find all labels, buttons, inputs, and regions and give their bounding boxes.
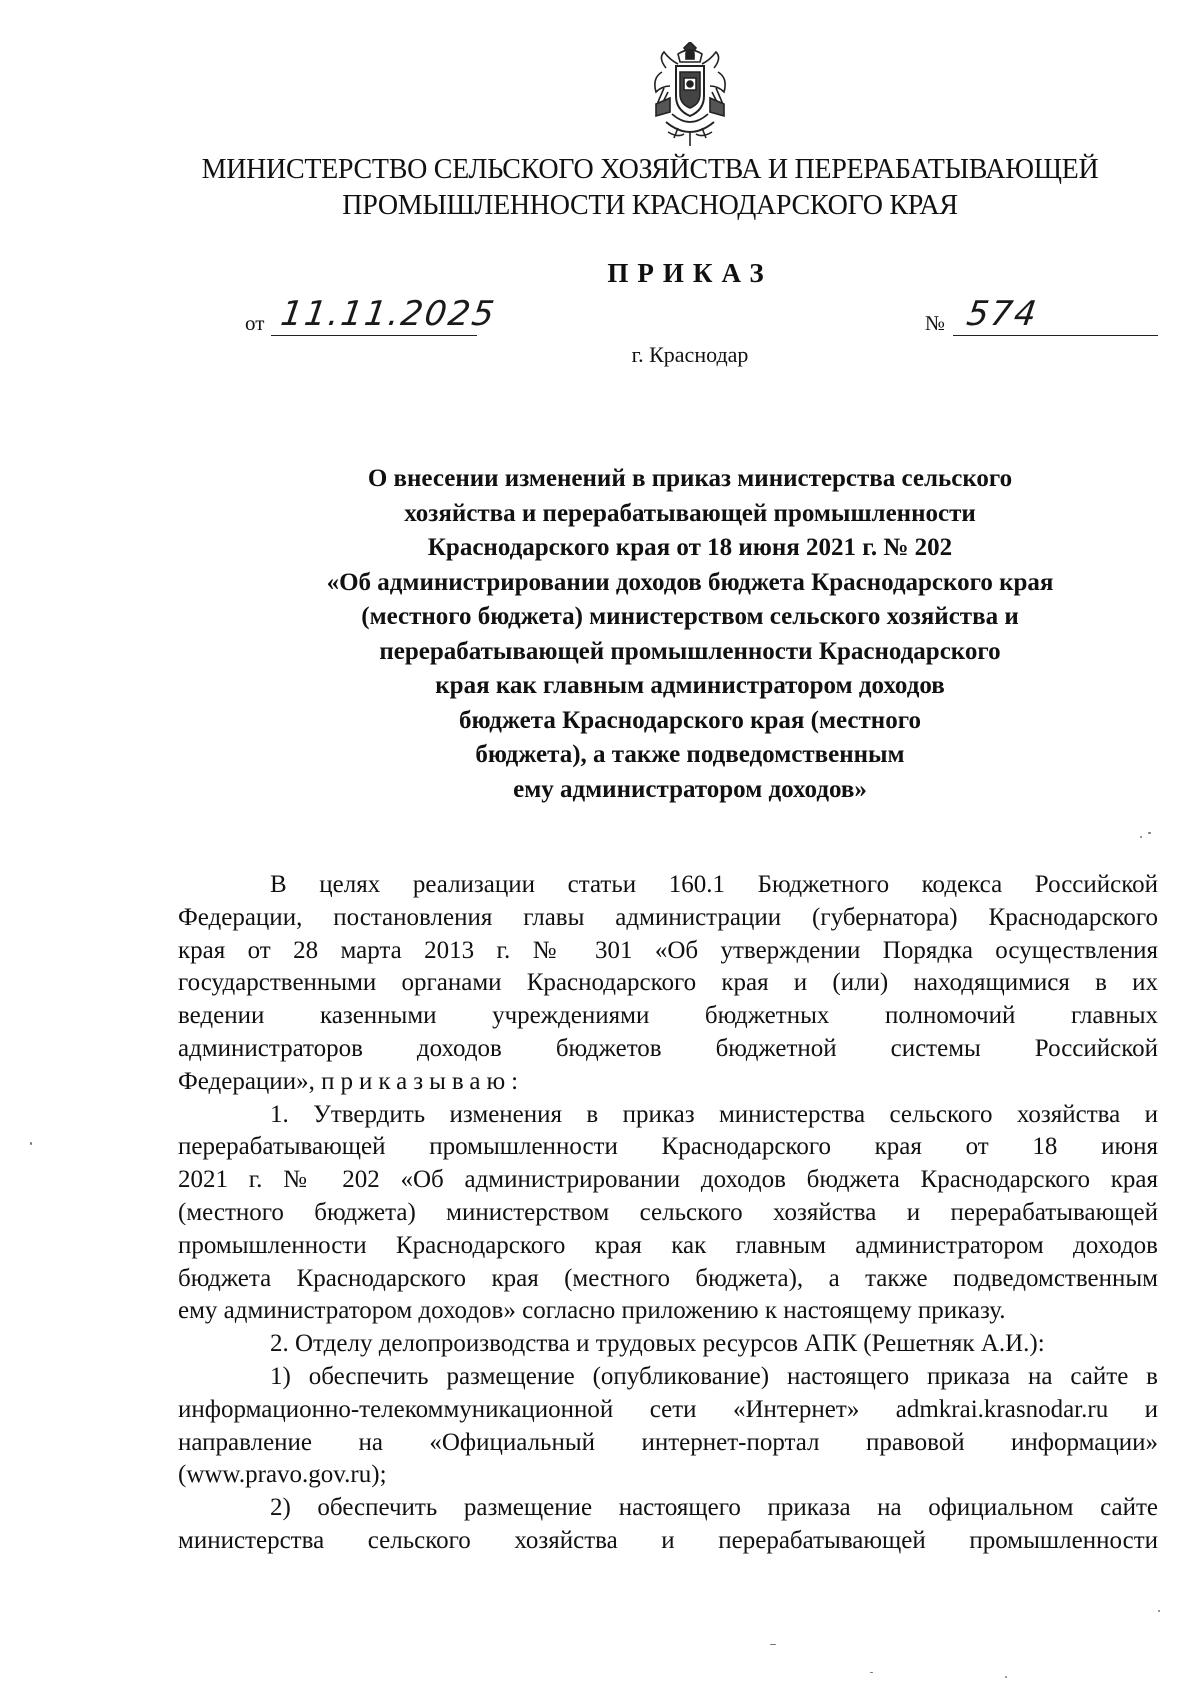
order-title xyxy=(200,462,1180,807)
coat-of-arms-emblem xyxy=(648,42,732,148)
body-line: (www.pravo.gov.ru); xyxy=(178,1461,387,1489)
subitem-2-paragraph xyxy=(178,1492,1158,1558)
preamble-end: Федерации», xyxy=(178,1067,315,1095)
body-line: ему администратором доходов» согласно приложению к настоящему приказу. xyxy=(178,1297,1006,1325)
ministry-name-line2: ПРОМЫШЛЕННОСТИ КРАСНОДАРСКОГО КРАЯ xyxy=(342,190,958,221)
order-body xyxy=(178,869,1158,1558)
title-line: перерабатывающей промышленности Краснодарского xyxy=(379,637,1001,665)
number-sign: № xyxy=(925,311,946,335)
body-line: перерабатывающей промышленности Краснодарского края от 18 июня xyxy=(178,1133,1158,1161)
body-line: Федерации, постановления главы администрации (губернатора) Краснодарского xyxy=(178,903,1158,931)
title-line: бюджета Краснодарского края (местного xyxy=(459,706,921,734)
title-line: хозяйства и перерабатывающей промышленности xyxy=(404,499,976,527)
handwritten-date: 11.11.2025 xyxy=(278,294,499,334)
body-line: государственными органами Краснодарского края и (или) находящимися в их xyxy=(178,969,1158,997)
body-line: (местного бюджета) министерством сельского хозяйства и перерабатывающей xyxy=(178,1198,1158,1226)
date-prefix: от xyxy=(245,311,265,335)
ministry-name-line1: МИНИСТЕРСТВО СЕЛЬСКОГО ХОЗЯЙСТВА И ПЕРЕРАБАТЫВАЮЩЕЙ xyxy=(201,154,1099,185)
body-line: В целях реализации статьи 160.1 Бюджетного кодекса Российской xyxy=(270,871,1158,898)
order-date-field xyxy=(245,294,499,340)
order-word: приказываю: xyxy=(321,1067,525,1095)
body-line: направление на «Официальный интернет-портал правовой информации» xyxy=(178,1428,1158,1456)
title-line: края как главным администратором доходов xyxy=(435,672,945,699)
body-line: края от 28 марта 2013 г. № 301 «Об утверждении Порядка осуществления xyxy=(178,936,1158,964)
ministry-name xyxy=(150,152,1150,224)
body-line: администраторов доходов бюджетов бюджетной системы Российской xyxy=(178,1034,1158,1062)
body-line: 2021 г. № 202 «Об администрировании доходов бюджета Краснодарского края xyxy=(178,1166,1158,1194)
body-line: бюджета Краснодарского края (местного бюджета), а также подведомственным xyxy=(178,1264,1158,1292)
handwritten-number: 574 xyxy=(964,294,1041,334)
body-line: промышленности Краснодарского края как главным администратором доходов xyxy=(178,1231,1158,1259)
date-underline xyxy=(271,335,477,336)
order-number-field xyxy=(925,296,1158,340)
preamble-paragraph xyxy=(178,869,1158,1099)
title-line: бюджета), а также подведомственным xyxy=(475,741,905,768)
title-line: Краснодарского края от 18 июня 2021 г. № 202 xyxy=(427,534,953,561)
title-line: (местного бюджета) министерством сельского хозяйства и xyxy=(361,603,1019,630)
item-1-paragraph xyxy=(178,1099,1158,1329)
subitem-1-paragraph xyxy=(178,1361,1158,1492)
title-line: «Об администрировании доходов бюджета Краснодарского края xyxy=(326,568,1054,596)
body-line: ведении казенными учреждениями бюджетных полномочий главных xyxy=(178,1002,1158,1030)
body-line: 1. Утвердить изменения в приказ министерства сельского хозяйства и xyxy=(270,1100,1158,1128)
document-type-heading: ПРИКАЗ xyxy=(607,258,773,288)
item-2-paragraph: 2. Отделу делопроизводства и трудовых ресурсов АПК (Решетняк А.И.): xyxy=(270,1330,1045,1358)
body-line: 1) обеспечить размещение (опубликование) настоящего приказа на сайте в xyxy=(270,1362,1158,1390)
body-line: информационно-телекоммуникационной сети «Интернет» admkrai.krasnodar.ru и xyxy=(178,1395,1158,1423)
title-line: О внесении изменений в приказ министерства сельского xyxy=(367,465,1013,492)
body-line: министерства сельского хозяйства и перерабатывающей промышленности xyxy=(178,1526,1158,1554)
body-line: 2) обеспечить размещение настоящего приказа на официальном сайте xyxy=(270,1494,1158,1522)
number-underline xyxy=(953,335,1158,336)
title-line: ему администратором доходов» xyxy=(513,775,867,803)
city-name: г. Краснодар xyxy=(631,342,749,367)
body-line xyxy=(178,1066,1158,1099)
